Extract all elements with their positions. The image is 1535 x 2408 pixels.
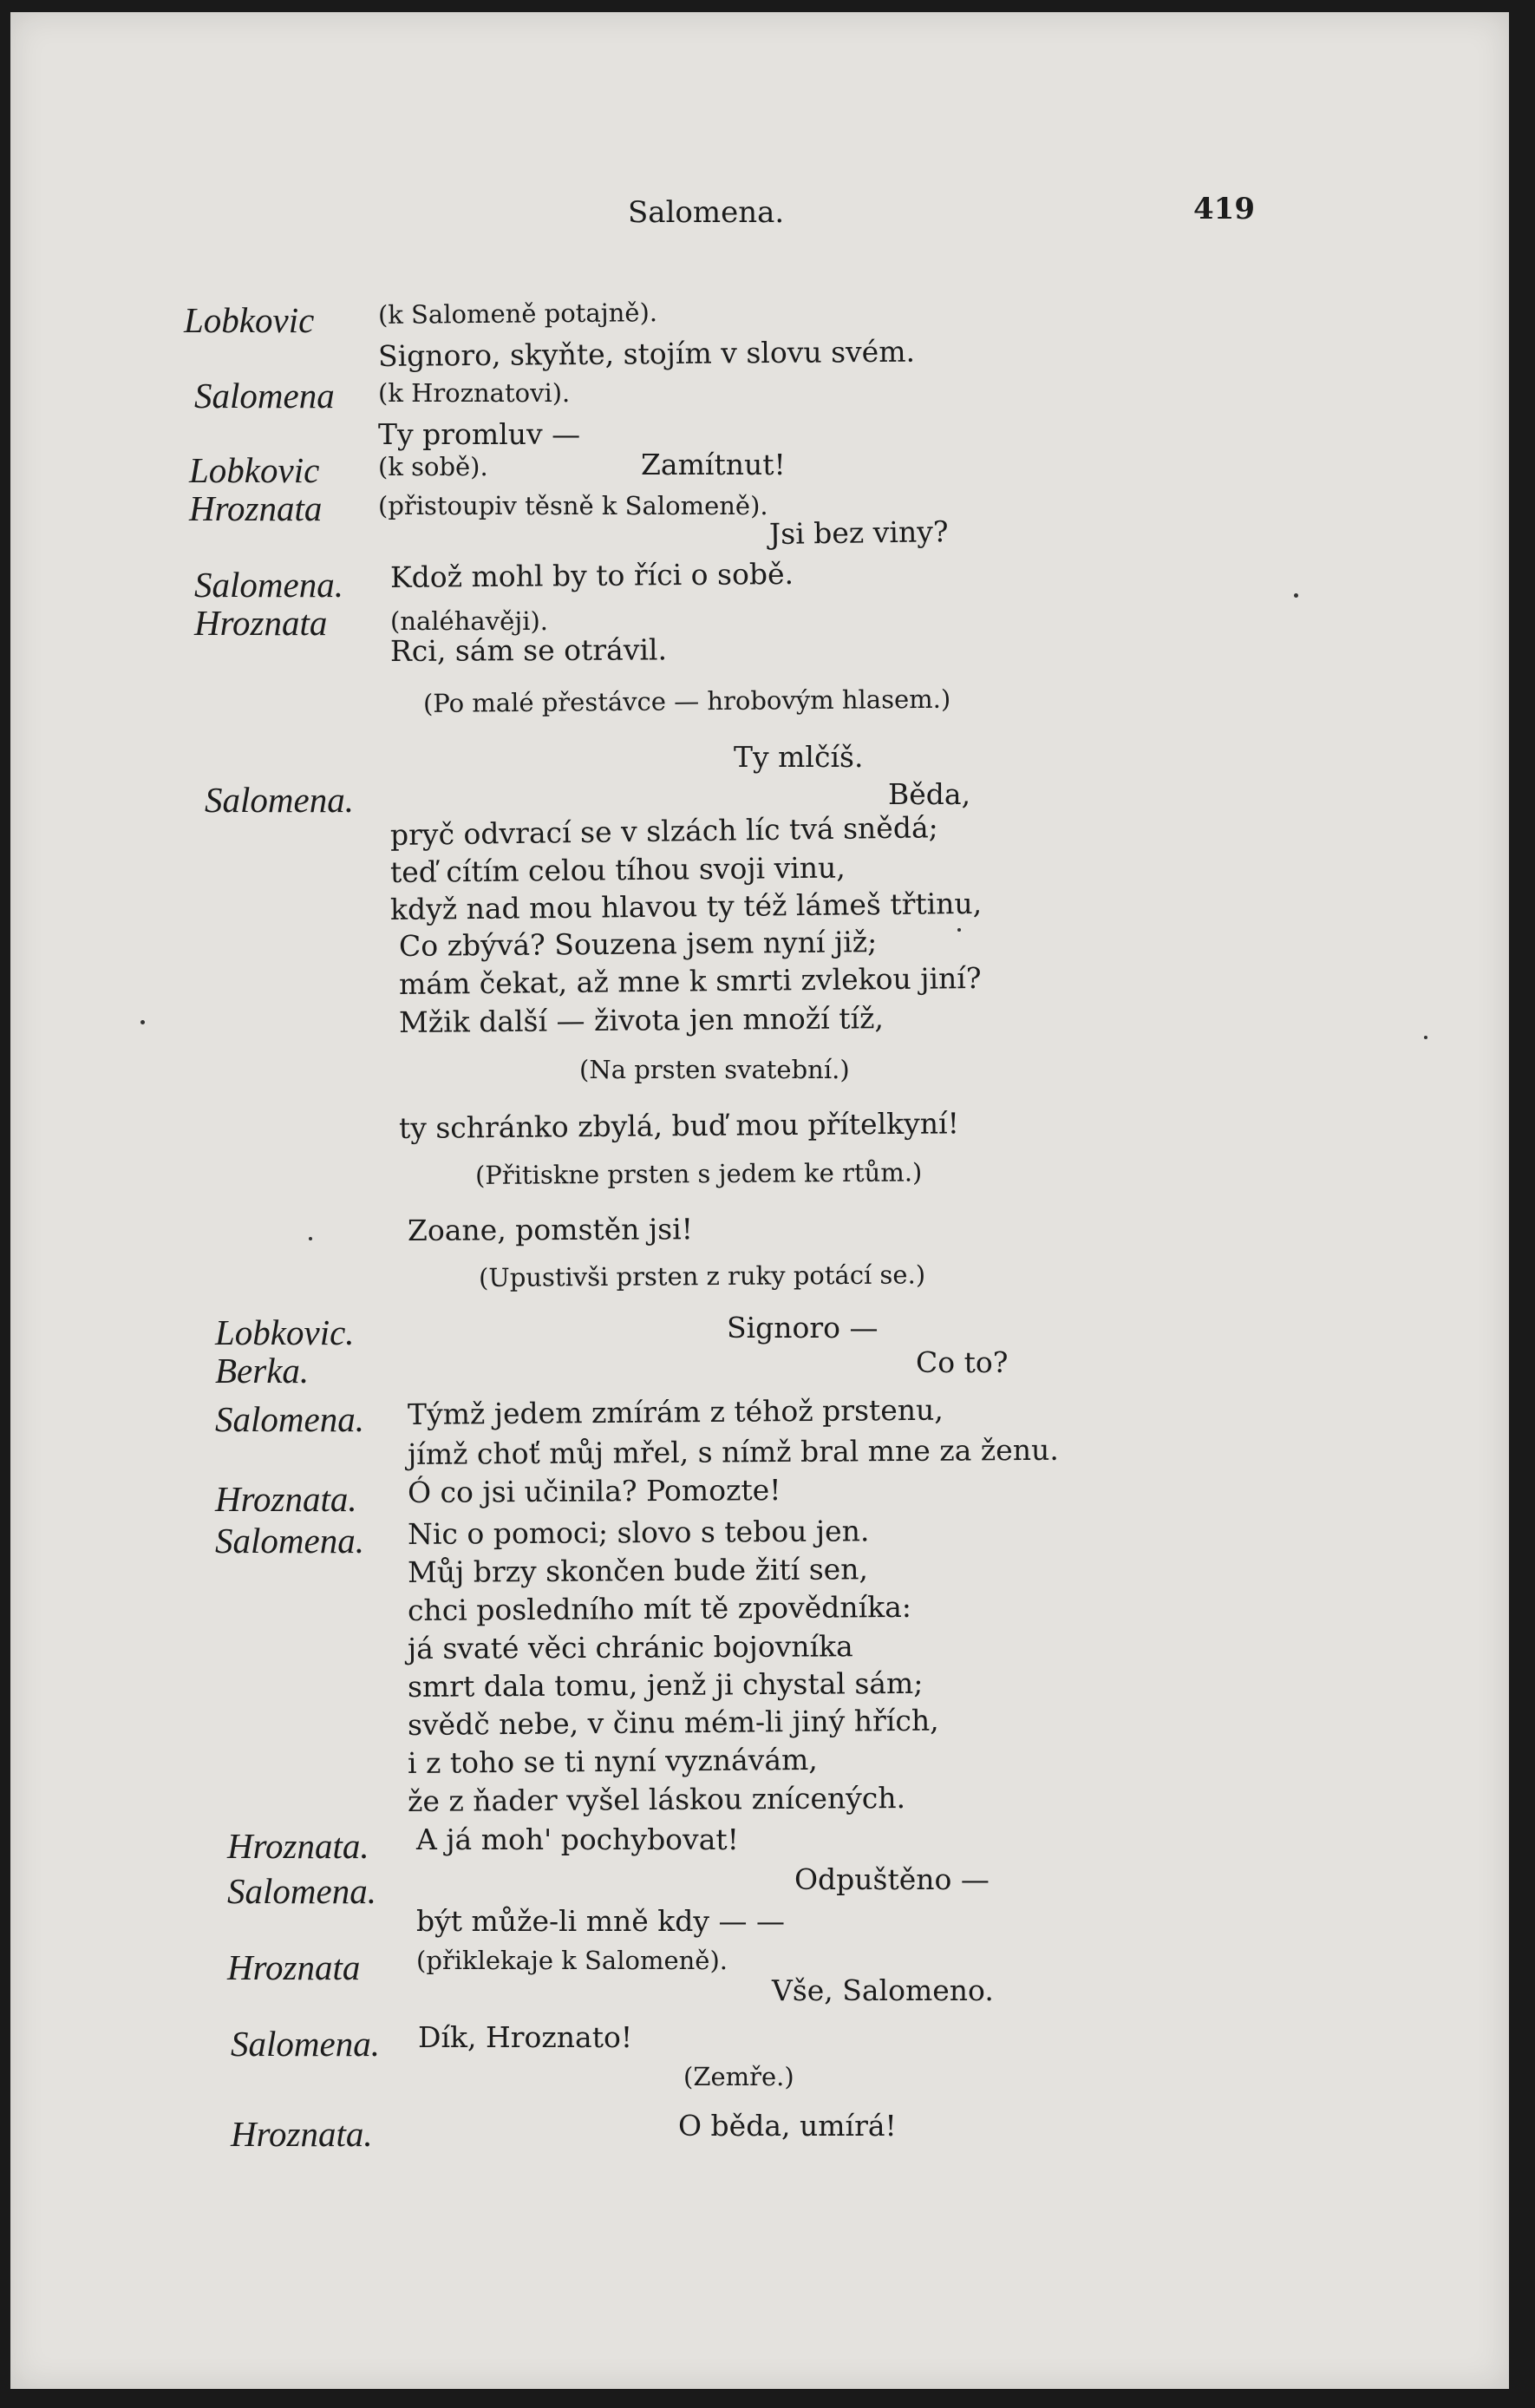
dialogue-line: Týmž jedem zmírám z téhož prstenu,	[407, 1392, 944, 1431]
speaker-name: Salomena.	[231, 2024, 380, 2064]
dialogue-line: Ty promluv —	[378, 417, 581, 451]
speaker-name: Hroznata	[227, 1947, 361, 1987]
speaker-name: Hroznata.	[227, 1826, 369, 1866]
speaker-name: Hroznata.	[215, 1479, 357, 1519]
stage-direction: (Upustivši prsten z ruky potácí se.)	[478, 1260, 926, 1292]
dialogue-line: Jsi bez viny?	[768, 514, 949, 551]
dialogue-line: být může-li mně kdy — —	[416, 1904, 786, 1938]
running-header-title: Salomena.	[628, 195, 785, 230]
dialogue-line: Co to?	[916, 1345, 1009, 1379]
print-speck	[957, 928, 961, 932]
stage-direction: (Zemře.)	[683, 2062, 794, 2091]
page-number: 419	[1193, 192, 1255, 226]
speaker-name: Lobkovic	[189, 450, 320, 490]
speaker-name: Lobkovic.	[215, 1312, 355, 1352]
dialogue-line: teď cítím celou tíhou svoji vinu,	[389, 850, 846, 889]
speaker-name: Hroznata.	[231, 2114, 373, 2154]
speaker-name: Hroznata	[189, 488, 323, 528]
stage-direction: (k Salomeně potajně).	[377, 298, 658, 330]
print-speck	[140, 1020, 145, 1024]
speaker-name: Salomena	[194, 376, 335, 416]
stage-direction: (k Hroznatovi).	[378, 378, 571, 408]
stage-direction: (přiklekaje k Salomeně).	[416, 1946, 728, 1975]
stage-direction: (naléhavěji).	[390, 606, 549, 636]
speaker-name: Berka.	[215, 1351, 310, 1390]
stage-direction: (Přitiskne prsten s jedem ke rtům.)	[474, 1157, 923, 1190]
dialogue-line: jímž choť můj mřel, s nímž bral mne za ženu.	[407, 1432, 1059, 1471]
stage-direction: (přistoupiv těsně k Salomeně).	[378, 491, 768, 520]
speaker-name: Hroznata	[194, 603, 328, 643]
speaker-name: Salomena.	[215, 1521, 364, 1561]
dialogue-line: Nic o pomoci; slovo s tebou jen.	[407, 1514, 870, 1551]
stage-direction: (Na prsten svatební.)	[579, 1055, 850, 1084]
dialogue-line: Signoro, skyňte, stojím v slovu svém.	[377, 334, 916, 373]
dialogue-line: Běda,	[888, 777, 971, 811]
dialogue-line: i z toho se ti nyní vyznávám,	[407, 1742, 818, 1780]
stage-direction: (k sobě).	[378, 452, 488, 481]
speaker-name: Lobkovic	[184, 300, 315, 340]
dialogue-line: smrt dala tomu, jenž ji chystal sám;	[407, 1665, 924, 1704]
dialogue-line: ty schránko zbylá, buď mou přítelkyní!	[398, 1106, 960, 1145]
dialogue-line: O běda, umírá!	[678, 2109, 897, 2143]
dialogue-line: Co zbývá? Souzena jsem nyní již;	[398, 925, 878, 963]
dialogue-line: Odpuštěno —	[794, 1862, 990, 1896]
print-speck	[309, 1237, 312, 1240]
dialogue-line: Zoane, pomstěn jsi!	[407, 1212, 694, 1247]
dialogue-line: Vše, Salomeno.	[772, 1973, 994, 2007]
dialogue-line: Signoro —	[727, 1311, 879, 1345]
speaker-name: Salomena.	[194, 565, 343, 605]
dialogue-line: že z ňader vyšel láskou znícených.	[407, 1780, 906, 1818]
dialogue-line: Ty mlčíš.	[734, 740, 864, 774]
dialogue-line: chci posledního mít tě zpovědníka:	[407, 1589, 912, 1627]
speaker-name: Salomena.	[227, 1871, 376, 1911]
dialogue-line: Ó co jsi učinila? Pomozte!	[407, 1472, 781, 1509]
speaker-name: Salomena.	[215, 1399, 364, 1439]
dialogue-line: Rci, sám se otrávil.	[389, 632, 668, 668]
print-speck	[1424, 1036, 1427, 1039]
dialogue-line: Kdož mohl by to říci o sobě.	[389, 556, 794, 594]
dialogue-line: svědč nebe, v činu mém-li jiný hřích,	[407, 1703, 939, 1742]
dialogue-line: mám čekat, až mne k smrti zvlekou jiní?	[398, 960, 982, 1001]
dialogue-line: Zamítnut!	[641, 448, 786, 481]
speaker-name: Salomena.	[205, 780, 354, 820]
dialogue-line: já svaté věci chránic bojovníka	[407, 1629, 853, 1665]
dialogue-line: Můj brzy skončen bude žití sen,	[407, 1552, 869, 1589]
dialogue-line: když nad mou hlavou ty též lámeš třtinu,	[389, 886, 983, 926]
dialogue-line: A já moh' pochybovat!	[416, 1822, 739, 1856]
dialogue-line: Mžik další — života jen množí tíž,	[398, 1001, 885, 1039]
dialogue-line: Dík, Hroznato!	[418, 2020, 633, 2054]
book-page	[10, 12, 1509, 2389]
print-speck	[1294, 593, 1298, 598]
stage-direction: (Po malé přestávce — hrobovým hlasem.)	[422, 684, 951, 718]
dialogue-line: pryč odvrací se v slzách líc tvá snědá;	[389, 810, 938, 852]
